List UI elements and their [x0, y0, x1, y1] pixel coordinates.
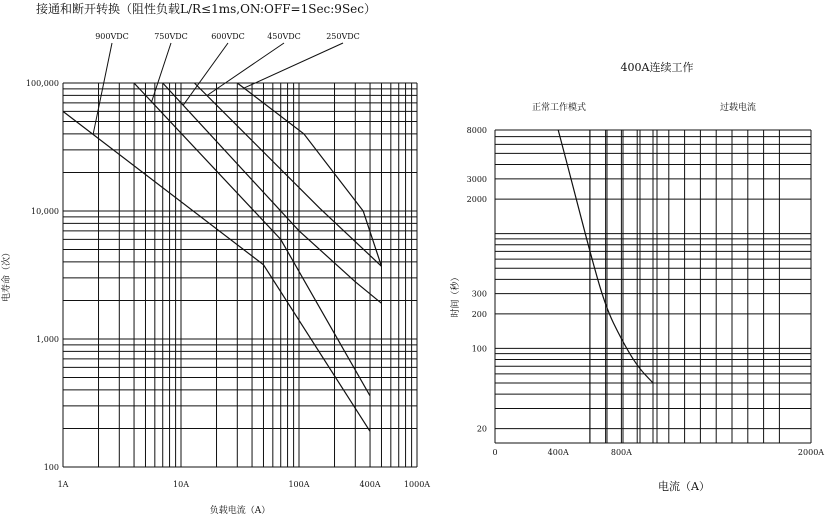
right-y-tick-label: 3000 — [466, 174, 487, 184]
left-series-label: 900VDC — [95, 32, 129, 41]
left-y-tick-label: 100,000 — [25, 79, 59, 88]
right-y-tick-label: 2000 — [466, 195, 487, 205]
right-y-tick-label: 300 — [471, 289, 487, 299]
right-x-tick-label: 2000A — [797, 448, 825, 457]
right-y-tick-labels — [467, 126, 487, 434]
left-series-label: 250VDC — [326, 32, 360, 41]
right-x-tick-label: 800A — [610, 448, 632, 457]
left-chart-grid — [63, 83, 417, 467]
left-y-axis-label: 电寿命（次） — [2, 247, 12, 303]
electrical-life-chart — [0, 1, 430, 516]
overload-label: 过载电流 — [719, 103, 757, 113]
left-y-tick-label: 100 — [43, 463, 59, 472]
right-x-tick-label: 400A — [547, 448, 569, 457]
continuous-operation-chart — [449, 60, 824, 493]
right-y-axis-label: 时间（秒） — [451, 272, 461, 318]
right-y-tick-label: 20 — [476, 424, 487, 434]
right-x-tick-labels — [492, 448, 824, 457]
left-y-tick-labels — [26, 79, 59, 472]
left-y-tick-label: 10,000 — [31, 207, 59, 216]
left-x-tick-label: 100A — [288, 480, 310, 489]
normal-mode-label: 正常工作模式 — [531, 103, 587, 113]
left-x-tick-labels — [58, 480, 431, 489]
left-series-line — [163, 83, 382, 303]
left-x-axis-label: 负载电流（A） — [209, 506, 271, 516]
right-y-tick-label: 200 — [471, 309, 487, 319]
left-x-tick-label: 10A — [173, 480, 189, 489]
left-series-line — [237, 83, 381, 266]
left-y-tick-label: 1,000 — [36, 335, 59, 344]
left-series-leader — [152, 43, 171, 102]
right-y-tick-label: 8000 — [466, 126, 487, 135]
right-y-tick-label: 100 — [471, 344, 487, 354]
left-chart-title: 接通和断开转换（阻性负载L/R≤1ms,ON:OFF=1Sec:9Sec） — [36, 2, 376, 16]
left-x-tick-label: 1A — [57, 480, 69, 489]
left-x-tick-label: 400A — [359, 480, 381, 489]
left-series-leader — [244, 43, 343, 88]
right-x-axis-label: 电流（A） — [658, 480, 710, 493]
left-series-label: 450VDC — [267, 32, 301, 41]
left-chart-curves — [63, 83, 382, 431]
left-series-label: 600VDC — [211, 32, 245, 41]
left-series-labels — [95, 32, 360, 41]
left-x-tick-label: 1000A — [403, 480, 431, 489]
left-series-label: 750VDC — [154, 32, 188, 41]
right-chart-grid — [495, 130, 811, 443]
right-x-tick-label: 0 — [492, 448, 498, 457]
right-chart-title: 400A连续工作 — [620, 61, 694, 74]
